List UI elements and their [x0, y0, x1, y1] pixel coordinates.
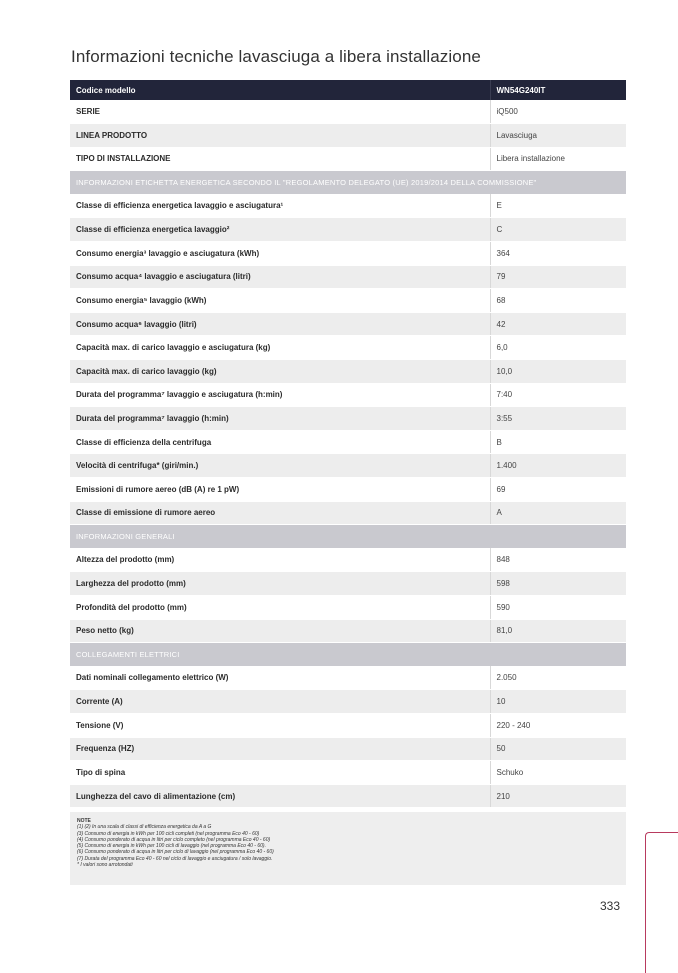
table-row: [70, 619, 626, 643]
spec-value: 6,0: [490, 336, 626, 360]
table-row: [70, 100, 626, 124]
spec-label: Classe di emissione di rumore aereo: [70, 501, 490, 525]
page-title: Informazioni tecniche lavasciuga a libera installazione: [71, 47, 481, 66]
table-row: [70, 784, 626, 808]
spec-label: Classe di efficienza energetica lavaggio²: [70, 218, 490, 242]
table-row: [70, 595, 626, 619]
spec-label: Lunghezza del cavo di alimentazione (cm): [70, 784, 490, 808]
table-row: [70, 242, 626, 266]
spec-value: iQ500: [490, 100, 626, 124]
spec-label: Classe di efficienza della centrifuga: [70, 430, 490, 454]
spec-value: 10,0: [490, 360, 626, 384]
spec-value: 1.400: [490, 454, 626, 478]
table-row: [70, 336, 626, 360]
spec-label: Peso netto (kg): [70, 619, 490, 643]
table-row: [70, 360, 626, 384]
spec-value: 3:55: [490, 407, 626, 431]
spec-label: Corrente (A): [70, 690, 490, 714]
spec-value: 69: [490, 478, 626, 502]
spec-label: SERIE: [70, 100, 490, 124]
spec-label: Classe di efficienza energetica lavaggio e asciugatura¹: [70, 194, 490, 218]
table-row: [70, 737, 626, 761]
table-row: [70, 407, 626, 431]
table-row: [70, 289, 626, 313]
spec-label: Consumo energia⁵ lavaggio (kWh): [70, 289, 490, 313]
spec-label: Consumo acqua⁶ lavaggio (litri): [70, 312, 490, 336]
spec-value: Schuko: [490, 761, 626, 785]
section-header-row: [70, 525, 626, 549]
section-header-row: [70, 643, 626, 667]
spec-label: Consumo energia³ lavaggio e asciugatura (kWh): [70, 242, 490, 266]
notes-list: [77, 824, 619, 868]
table-row: [70, 478, 626, 502]
spec-value: 364: [490, 242, 626, 266]
spec-label: Capacità max. di carico lavaggio (kg): [70, 360, 490, 384]
header-model-code: WN54G240IT: [490, 80, 626, 100]
table-row: [70, 124, 626, 148]
spec-label: Emissioni di rumore aereo (dB (A) re 1 pW): [70, 478, 490, 502]
spec-value: 590: [490, 595, 626, 619]
table-row: [70, 430, 626, 454]
spec-value: A: [490, 501, 626, 525]
spec-table: [70, 80, 626, 808]
table-row: [70, 761, 626, 785]
table-row: [70, 218, 626, 242]
spec-value: Libera installazione: [490, 147, 626, 171]
spec-label: Tensione (V): [70, 713, 490, 737]
note-line: (3) Consumo di energia in kWh per 100 cicli completi (nel programma Eco 40 - 60): [77, 830, 260, 837]
table-row: [70, 548, 626, 572]
table-row: [70, 194, 626, 218]
note-line: (6) Consumo ponderato di acqua in litri per ciclo di lavaggio (nel programma Eco 40 - 60): [77, 849, 274, 856]
spec-label: Consumo acqua⁴ lavaggio e asciugatura (litri): [70, 265, 490, 289]
spec-label: LINEA PRODOTTO: [70, 124, 490, 148]
table-row: [70, 147, 626, 171]
spec-value: 50: [490, 737, 626, 761]
table-row: [70, 572, 626, 596]
spec-value: 7:40: [490, 383, 626, 407]
spec-value: 598: [490, 572, 626, 596]
spec-value: 10: [490, 690, 626, 714]
spec-value: Lavasciuga: [490, 124, 626, 148]
spec-label: Tipo di spina: [70, 761, 490, 785]
spec-label: TIPO DI INSTALLAZIONE: [70, 147, 490, 171]
spec-value: 2.050: [490, 666, 626, 690]
table-row: [70, 713, 626, 737]
spec-table-body: [70, 100, 626, 808]
spec-label: Dati nominali collegamento elettrico (W): [70, 666, 490, 690]
note-line: (7) Durata del programma Eco 40 - 60 nel ciclo di lavaggio e asciugatura / solo lavaggio.: [77, 855, 273, 862]
section-title: INFORMAZIONI GENERALI: [70, 525, 626, 549]
spec-label: Durata del programma⁷ lavaggio e asciugatura (h:min): [70, 383, 490, 407]
spec-label: Larghezza del prodotto (mm): [70, 572, 490, 596]
spec-label: Frequenza (HZ): [70, 737, 490, 761]
table-row: [70, 501, 626, 525]
spec-value: 210: [490, 784, 626, 808]
spec-label: Velocità di centrifuga* (giri/min.): [70, 454, 490, 478]
spec-value: 848: [490, 548, 626, 572]
table-row: [70, 383, 626, 407]
note-line: (1) (2) In una scala di classi di efficienza energetica da A a G: [77, 824, 212, 831]
spec-value: 81,0: [490, 619, 626, 643]
spec-value: B: [490, 430, 626, 454]
section-header-row: [70, 171, 626, 195]
note-line: * I valori sono arrotondati: [77, 862, 133, 869]
spec-value: E: [490, 194, 626, 218]
section-title: COLLEGAMENTI ELETTRICI: [70, 643, 626, 667]
section-title: INFORMAZIONI ETICHETTA ENERGETICA SECONDO IL "REGOLAMENTO DELEGATO (UE) 2019/2014 DELLA COMMISSIONE": [70, 171, 626, 195]
spec-label: Profondità del prodotto (mm): [70, 595, 490, 619]
table-row: [70, 265, 626, 289]
table-row: [70, 690, 626, 714]
note-line: (5) Consumo di energia in kWh per 100 cicli di lavaggio (nel programma Eco 40 - 60).: [77, 843, 266, 850]
notes-title: NOTE: [77, 818, 91, 824]
header-label: Codice modello: [70, 80, 490, 100]
spec-label: Capacità max. di carico lavaggio e asciugatura (kg): [70, 336, 490, 360]
spec-value: 220 - 240: [490, 713, 626, 737]
spec-label: Altezza del prodotto (mm): [70, 548, 490, 572]
spec-value: 42: [490, 312, 626, 336]
table-row: [70, 454, 626, 478]
spec-value: 79: [490, 265, 626, 289]
notes-box: [70, 812, 626, 885]
spec-label: Durata del programma⁷ lavaggio (h:min): [70, 407, 490, 431]
spec-value: C: [490, 218, 626, 242]
table-row: [70, 312, 626, 336]
note-line: (4) Consumo ponderato di acqua in litri per ciclo completo (nel programma Eco 40 - 60): [77, 836, 271, 843]
page-number: 333: [600, 899, 621, 913]
table-header-row: [70, 80, 626, 100]
table-row: [70, 666, 626, 690]
spec-value: 68: [490, 289, 626, 313]
corner-decoration: [645, 832, 678, 973]
